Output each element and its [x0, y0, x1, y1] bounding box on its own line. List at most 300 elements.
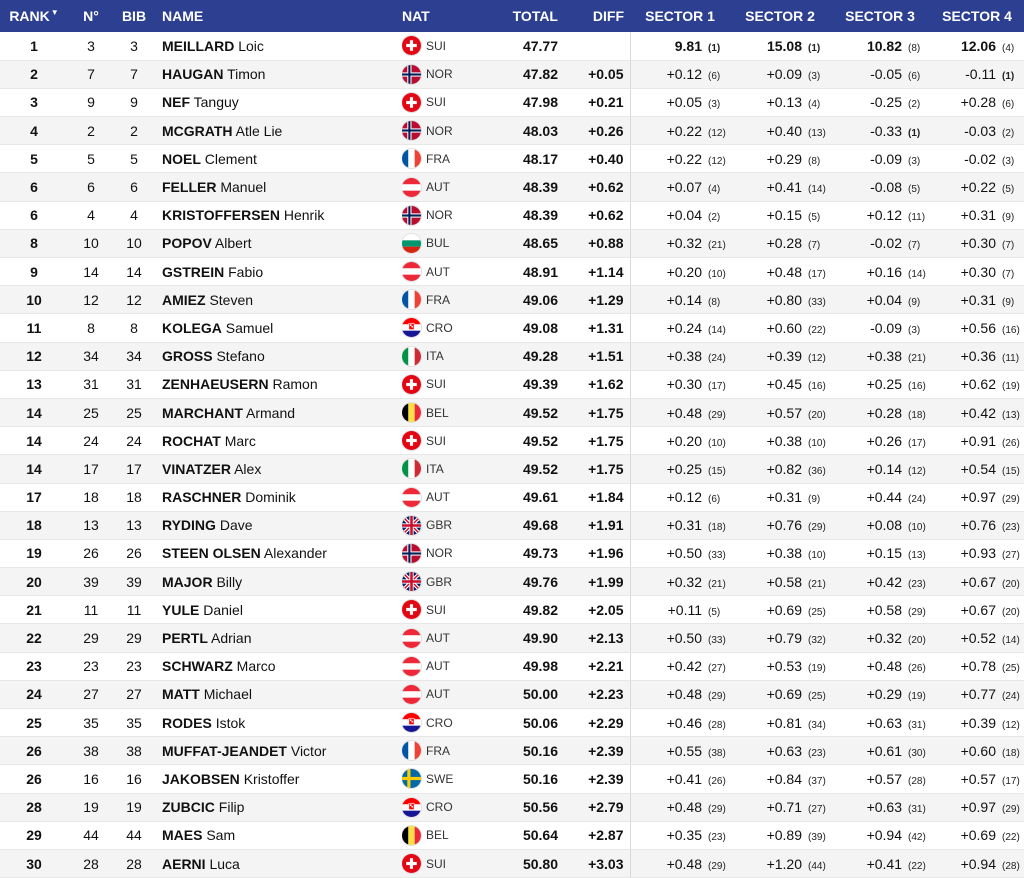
total-time: 50.64: [496, 821, 558, 849]
time-diff: +2.29: [558, 709, 630, 737]
sector4-rank: (4): [1002, 42, 1015, 54]
table-row[interactable]: [0, 709, 1024, 737]
sector4-time: +0.62: [960, 376, 996, 393]
sector1-time: +0.12: [666, 66, 702, 83]
athlete-last-name[interactable]: AMIEZ: [162, 291, 206, 308]
number-cell: 28: [68, 849, 114, 877]
sector3-cell: [830, 314, 930, 342]
number-cell: 44: [68, 821, 114, 849]
athlete-last-name[interactable]: STEEN OLSEN: [162, 545, 261, 562]
total-time: 50.16: [496, 737, 558, 765]
nation-code: SWE: [426, 771, 454, 786]
athlete-last-name[interactable]: MAES: [162, 827, 203, 844]
sector1-cell: [630, 201, 730, 229]
swiss-flag-icon: [402, 854, 421, 873]
nation-code: GBR: [426, 518, 453, 533]
nation-code: SUI: [426, 38, 447, 53]
sector4-column-header[interactable]: SECTOR 4: [930, 0, 1024, 32]
table-row[interactable]: [0, 793, 1024, 821]
athlete-name[interactable]: [154, 709, 402, 737]
nation-cell: [402, 624, 496, 652]
athlete-last-name[interactable]: RYDING: [162, 517, 216, 534]
sector4-rank: (6): [1002, 99, 1015, 111]
athlete-name[interactable]: [154, 32, 402, 60]
sector4-rank: (17): [1002, 775, 1020, 787]
athlete-last-name[interactable]: GSTREIN: [162, 263, 225, 280]
athlete-name[interactable]: [154, 370, 402, 398]
athlete-name[interactable]: [154, 427, 402, 455]
sector1-time: +0.32: [666, 235, 702, 252]
sector2-cell: [730, 32, 830, 60]
athlete-last-name[interactable]: MATT: [162, 686, 200, 703]
athlete-first-name[interactable]: Henrik: [283, 207, 325, 224]
athlete-first-name[interactable]: Stefano: [216, 348, 265, 365]
table-row[interactable]: [0, 60, 1024, 88]
athlete-first-name[interactable]: Filip: [218, 799, 245, 816]
number-cell: 18: [68, 483, 114, 511]
sector4-time: +0.60: [960, 742, 996, 759]
nation-cell: [402, 32, 496, 60]
total-time: 48.39: [496, 201, 558, 229]
sector1-time: +0.14: [666, 291, 702, 308]
rank-cell: 29: [0, 821, 68, 849]
nation-code: AUT: [426, 659, 450, 674]
sort-down-icon[interactable]: ▼: [50, 8, 59, 17]
sector1-time: +0.11: [667, 601, 702, 618]
sector1-cell: [630, 793, 730, 821]
table-row[interactable]: [0, 849, 1024, 877]
athlete-name[interactable]: [154, 398, 402, 426]
athlete-last-name[interactable]: KOLEGA: [162, 319, 222, 336]
table-row[interactable]: [0, 737, 1024, 765]
rank-cell: 11: [0, 314, 68, 342]
athlete-name[interactable]: [154, 258, 402, 286]
table-row[interactable]: [0, 680, 1024, 708]
sector2-rank: (20): [808, 409, 826, 421]
total-time: 49.82: [496, 596, 558, 624]
sector3-rank: (13): [908, 550, 926, 562]
table-row[interactable]: [0, 624, 1024, 652]
sector4-rank: (19): [1002, 381, 1020, 393]
sector2-cell: [730, 821, 830, 849]
sector2-rank: (37): [808, 775, 826, 787]
sector3-time: +0.04: [866, 291, 902, 308]
nation-cell: [402, 88, 496, 116]
athlete-name[interactable]: [154, 286, 402, 314]
sector4-time: +0.69: [960, 827, 996, 844]
athlete-first-name[interactable]: Adrian: [211, 630, 252, 647]
athlete-name[interactable]: [154, 849, 402, 877]
athlete-name[interactable]: [154, 342, 402, 370]
table-row[interactable]: [0, 370, 1024, 398]
athlete-last-name[interactable]: FELLER: [162, 179, 217, 196]
athlete-name[interactable]: [154, 765, 402, 793]
sector2-rank: (33): [808, 296, 826, 308]
sector3-cell: [830, 483, 930, 511]
sector1-time: +0.41: [666, 770, 702, 787]
athlete-first-name[interactable]: Victor: [290, 742, 327, 759]
table-row[interactable]: [0, 539, 1024, 567]
sector2-rank: (8): [808, 155, 821, 167]
table-row[interactable]: [0, 342, 1024, 370]
athlete-name[interactable]: [154, 60, 402, 88]
sector4-cell: [930, 709, 1024, 737]
sector3-cell: [830, 596, 930, 624]
athlete-first-name[interactable]: Alex: [234, 460, 262, 477]
athlete-last-name[interactable]: SCHWARZ: [162, 658, 233, 675]
sector2-time: +0.81: [766, 714, 802, 731]
athlete-name[interactable]: [154, 145, 402, 173]
sector2-rank: (9): [808, 494, 821, 506]
table-row[interactable]: [0, 765, 1024, 793]
sector1-cell: [630, 680, 730, 708]
nat-column-header[interactable]: NAT: [402, 0, 496, 32]
number-cell: 8: [68, 314, 114, 342]
sector3-cell: [830, 60, 930, 88]
athlete-name[interactable]: [154, 539, 402, 567]
sector3-cell: [830, 286, 930, 314]
athlete-name[interactable]: [154, 568, 402, 596]
sector1-cell: [630, 370, 730, 398]
sector2-time: +0.40: [766, 122, 802, 139]
table-row[interactable]: [0, 821, 1024, 849]
athlete-last-name[interactable]: KRISTOFFERSEN: [162, 207, 280, 224]
sector4-rank: (24): [1002, 691, 1020, 703]
athlete-last-name[interactable]: AERNI: [162, 855, 206, 872]
sector1-cell: [630, 765, 730, 793]
sector4-cell: [930, 370, 1024, 398]
athlete-last-name[interactable]: VINATZER: [162, 460, 231, 477]
athlete-first-name[interactable]: Albert: [214, 235, 252, 252]
sector2-cell: [730, 737, 830, 765]
athlete-name[interactable]: [154, 624, 402, 652]
sector3-time: -0.25: [870, 94, 902, 111]
sector4-rank: (13): [1002, 409, 1020, 421]
sector1-time: 9.81: [674, 37, 702, 54]
time-diff: +2.39: [558, 737, 630, 765]
sector4-cell: [930, 60, 1024, 88]
sector3-cell: [830, 568, 930, 596]
athlete-last-name[interactable]: NOEL: [162, 150, 201, 167]
sector2-time: +0.80: [766, 291, 802, 308]
name-column-header[interactable]: NAME: [154, 0, 402, 32]
athlete-first-name[interactable]: Luca: [209, 855, 240, 872]
athlete-first-name[interactable]: Kristoffer: [243, 770, 300, 787]
athlete-last-name[interactable]: RASCHNER: [162, 489, 242, 506]
sector1-cell: [630, 596, 730, 624]
bib-cell: 44: [114, 821, 154, 849]
nation-cell: [402, 398, 496, 426]
sector2-cell: [730, 370, 830, 398]
rank-cell: 20: [0, 568, 68, 596]
athlete-last-name[interactable]: YULE: [162, 601, 200, 618]
time-diff: +1.31: [558, 314, 630, 342]
bulgarian-flag-icon: [402, 234, 421, 253]
bib-cell: 39: [114, 568, 154, 596]
sector1-cell: [630, 624, 730, 652]
nation-cell: [402, 117, 496, 145]
time-diff: +2.39: [558, 765, 630, 793]
athlete-last-name[interactable]: MCGRATH: [162, 122, 233, 139]
nation-cell: [402, 596, 496, 624]
table-row[interactable]: [0, 201, 1024, 229]
athlete-name[interactable]: [154, 793, 402, 821]
athlete-name[interactable]: [154, 737, 402, 765]
sector1-rank: (28): [708, 719, 726, 731]
athlete-name[interactable]: [154, 511, 402, 539]
sector4-cell: [930, 680, 1024, 708]
table-row[interactable]: [0, 427, 1024, 455]
number-cell: 9: [68, 88, 114, 116]
sector4-time: +0.52: [960, 630, 996, 647]
athlete-first-name[interactable]: Tanguy: [193, 94, 239, 111]
austrian-flag-icon: [402, 178, 421, 197]
athlete-first-name[interactable]: Samuel: [225, 319, 274, 336]
sector1-column-header[interactable]: SECTOR 1: [630, 0, 730, 32]
athlete-first-name[interactable]: Dominik: [245, 489, 296, 506]
rank-cell: 24: [0, 680, 68, 708]
sector1-cell: [630, 60, 730, 88]
sector2-column-header[interactable]: SECTOR 2: [730, 0, 830, 32]
sector4-cell: [930, 596, 1024, 624]
sector1-rank: (21): [708, 240, 726, 252]
diff-column-header[interactable]: DIFF: [558, 0, 630, 32]
sector3-rank: (18): [908, 409, 926, 421]
norwegian-flag-icon: [402, 544, 421, 563]
sector2-rank: (1): [808, 42, 821, 54]
table-row[interactable]: [0, 173, 1024, 201]
total-time: 47.98: [496, 88, 558, 116]
total-time: 50.56: [496, 793, 558, 821]
nation-code: SUI: [426, 95, 447, 110]
athlete-name[interactable]: [154, 483, 402, 511]
sector1-time: +0.30: [666, 376, 702, 393]
sector1-rank: (1): [708, 42, 721, 54]
athlete-first-name[interactable]: Sam: [206, 827, 236, 844]
rank-cell: 2: [0, 60, 68, 88]
sector3-cell: [830, 652, 930, 680]
athlete-last-name[interactable]: POPOV: [162, 235, 212, 252]
athlete-name[interactable]: [154, 821, 402, 849]
sector3-rank: (7): [908, 240, 921, 252]
athlete-last-name[interactable]: MARCHANT: [162, 404, 243, 421]
sector1-cell: [630, 568, 730, 596]
sector2-cell: [730, 314, 830, 342]
sector1-rank: (4): [708, 184, 721, 196]
sector2-time: +0.82: [766, 460, 802, 477]
rank-cell: 4: [0, 117, 68, 145]
number-cell: 23: [68, 652, 114, 680]
sector2-time: +0.71: [766, 799, 802, 816]
sector4-time: +0.94: [960, 855, 996, 872]
nation-code: NOR: [426, 546, 453, 561]
sector3-time: +0.16: [866, 263, 902, 280]
number-column-header[interactable]: N°: [68, 0, 114, 32]
athlete-first-name[interactable]: Armand: [246, 404, 296, 421]
athlete-last-name[interactable]: GROSS: [162, 348, 213, 365]
total-column-header[interactable]: TOTAL: [496, 0, 558, 32]
table-row[interactable]: [0, 32, 1024, 60]
number-cell: 7: [68, 60, 114, 88]
athlete-last-name[interactable]: ZENHAEUSERN: [162, 376, 269, 393]
sector2-cell: [730, 229, 830, 257]
sector2-rank: (16): [808, 381, 826, 393]
athlete-last-name[interactable]: JAKOBSEN: [162, 770, 240, 787]
table-row[interactable]: [0, 511, 1024, 539]
sector2-cell: [730, 173, 830, 201]
athlete-last-name[interactable]: NEF: [162, 94, 190, 111]
athlete-first-name[interactable]: Istok: [215, 714, 246, 731]
nation-cell: [402, 173, 496, 201]
sector3-cell: [830, 539, 930, 567]
athlete-name[interactable]: [154, 88, 402, 116]
athlete-first-name[interactable]: Atle Lie: [235, 122, 283, 139]
total-time: 47.82: [496, 60, 558, 88]
sector4-rank: (29): [1002, 804, 1020, 816]
rank-cell: 13: [0, 370, 68, 398]
nation-cell: [402, 483, 496, 511]
sector4-rank: (5): [1002, 184, 1015, 196]
table-row[interactable]: [0, 286, 1024, 314]
athlete-first-name[interactable]: Billy: [216, 573, 243, 590]
sector4-rank: (26): [1002, 437, 1020, 449]
number-cell: 35: [68, 709, 114, 737]
athlete-last-name[interactable]: ZUBCIC: [162, 799, 215, 816]
sector3-cell: [830, 342, 930, 370]
athlete-name[interactable]: [154, 173, 402, 201]
nation-code: NOR: [426, 123, 453, 138]
sector4-time: +0.28: [960, 94, 996, 111]
table-row[interactable]: [0, 596, 1024, 624]
austrian-flag-icon: [402, 629, 421, 648]
sector3-time: -0.02: [870, 235, 902, 252]
belgian-flag-icon: [402, 826, 421, 845]
sector2-rank: (29): [808, 522, 826, 534]
swiss-flag-icon: [402, 375, 421, 394]
sector2-time: +0.63: [766, 742, 802, 759]
sector2-cell: [730, 596, 830, 624]
athlete-last-name[interactable]: PERTL: [162, 630, 208, 647]
sector3-time: +0.61: [866, 742, 902, 759]
bib-cell: 23: [114, 652, 154, 680]
athlete-name[interactable]: [154, 314, 402, 342]
athlete-first-name[interactable]: Michael: [203, 686, 252, 703]
sector2-time: +0.60: [766, 319, 802, 336]
athlete-first-name[interactable]: Fabio: [228, 263, 264, 280]
nation-cell: [402, 568, 496, 596]
table-row[interactable]: [0, 398, 1024, 426]
athlete-last-name[interactable]: MUFFAT-JEANDET: [162, 742, 287, 759]
number-cell: 14: [68, 258, 114, 286]
results-body: [0, 32, 1024, 878]
sector1-time: +0.48: [666, 855, 702, 872]
sector2-time: +0.58: [766, 573, 802, 590]
athlete-first-name[interactable]: Clement: [204, 150, 257, 167]
sector3-time: -0.05: [870, 66, 902, 83]
athlete-first-name[interactable]: Timon: [227, 66, 266, 83]
sector2-time: +0.31: [766, 489, 802, 506]
sector1-time: +0.22: [666, 122, 702, 139]
athlete-last-name[interactable]: MEILLARD: [162, 37, 235, 54]
athlete-first-name[interactable]: Steven: [209, 291, 254, 308]
nation-cell: [402, 258, 496, 286]
athlete-name[interactable]: [154, 596, 402, 624]
sector1-cell: [630, 709, 730, 737]
sector3-column-header[interactable]: SECTOR 3: [830, 0, 930, 32]
sector1-rank: (29): [708, 804, 726, 816]
table-row[interactable]: [0, 229, 1024, 257]
athlete-first-name[interactable]: Marc: [224, 432, 256, 449]
athlete-first-name[interactable]: Manuel: [220, 179, 267, 196]
sector2-cell: [730, 680, 830, 708]
table-row[interactable]: [0, 652, 1024, 680]
athlete-last-name[interactable]: HAUGAN: [162, 66, 224, 83]
athlete-first-name[interactable]: Loic: [238, 37, 264, 54]
sector3-rank: (8): [908, 42, 921, 54]
bib-column-header[interactable]: BIB: [114, 0, 154, 32]
athlete-first-name[interactable]: Daniel: [203, 601, 243, 618]
athlete-last-name[interactable]: ROCHAT: [162, 432, 221, 449]
sector3-cell: [830, 370, 930, 398]
sector4-rank: (2): [1002, 127, 1015, 139]
athlete-name[interactable]: [154, 201, 402, 229]
athlete-name[interactable]: [154, 117, 402, 145]
table-row[interactable]: [0, 145, 1024, 173]
athlete-name[interactable]: [154, 652, 402, 680]
sector2-cell: [730, 709, 830, 737]
athlete-name[interactable]: [154, 229, 402, 257]
table-row[interactable]: [0, 483, 1024, 511]
sector2-time: +0.09: [766, 66, 802, 83]
table-row[interactable]: [0, 88, 1024, 116]
athlete-last-name[interactable]: RODES: [162, 714, 212, 731]
sector1-rank: (2): [708, 212, 721, 224]
sector1-rank: (17): [708, 381, 726, 393]
sector3-time: +0.25: [866, 376, 902, 393]
rank-column-header[interactable]: RANK▼: [0, 0, 68, 32]
athlete-name[interactable]: [154, 455, 402, 483]
athlete-first-name[interactable]: Marco: [236, 658, 276, 675]
sector3-cell: [830, 88, 930, 116]
bib-cell: 19: [114, 793, 154, 821]
rank-cell: 18: [0, 511, 68, 539]
nation-code: BEL: [426, 828, 449, 843]
table-row[interactable]: [0, 314, 1024, 342]
table-row[interactable]: [0, 258, 1024, 286]
sector1-cell: [630, 145, 730, 173]
sector2-rank: (14): [808, 184, 826, 196]
sector3-time: +0.32: [866, 630, 902, 647]
time-diff: +0.62: [558, 201, 630, 229]
bib-cell: 14: [114, 258, 154, 286]
sector2-time: +0.41: [766, 179, 802, 196]
sector2-cell: [730, 342, 830, 370]
table-row[interactable]: [0, 455, 1024, 483]
athlete-first-name[interactable]: Ramon: [272, 376, 318, 393]
sector3-rank: (24): [908, 494, 926, 506]
athlete-first-name[interactable]: Dave: [219, 517, 253, 534]
table-row[interactable]: [0, 117, 1024, 145]
sector1-cell: [630, 511, 730, 539]
sector1-cell: [630, 539, 730, 567]
athlete-name[interactable]: [154, 680, 402, 708]
nation-cell: [402, 511, 496, 539]
table-row[interactable]: [0, 568, 1024, 596]
sector1-rank: (29): [708, 691, 726, 703]
athlete-first-name[interactable]: Alexander: [263, 545, 327, 562]
sector3-rank: (28): [908, 775, 926, 787]
athlete-last-name[interactable]: MAJOR: [162, 573, 213, 590]
